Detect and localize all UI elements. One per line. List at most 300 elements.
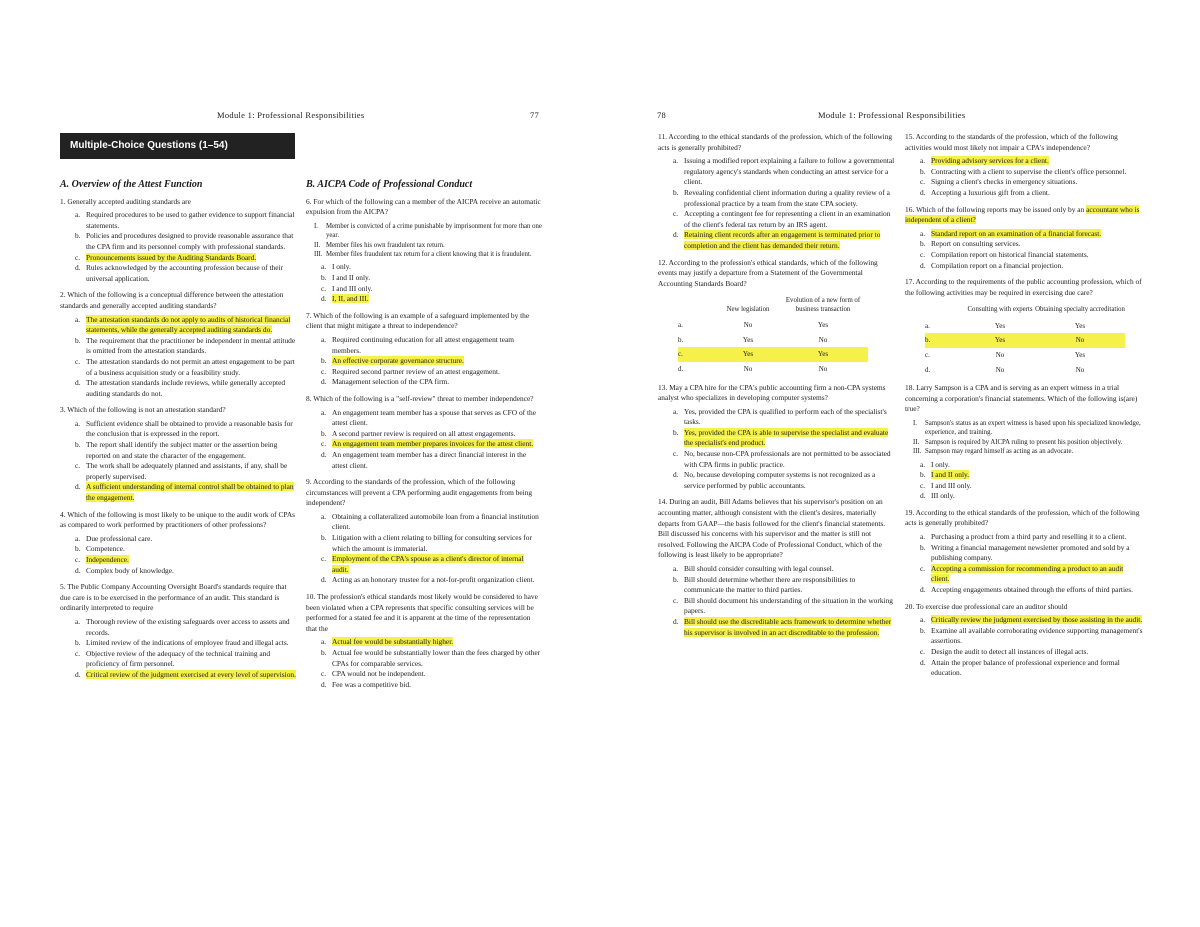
answer-option xyxy=(75,336,296,357)
option-letter: d. xyxy=(673,470,679,480)
question-stem: 10. The profession's ethical standards most likely would be considered to have been violated when a CPA represents that specific consulting services will be performed for a stated fee and it is apparent at the time of the representation that the xyxy=(306,592,538,633)
option-letter: b. xyxy=(321,356,327,366)
answer-option xyxy=(321,533,542,554)
option-letter: c. xyxy=(75,555,81,564)
question-stem: 6. For which of the following can a member of the AICPA receive an automatic expulsion from the AICPA? xyxy=(306,196,541,217)
answer-option xyxy=(321,575,542,586)
option-text: Bill should document his understanding of the situation in the working papers. xyxy=(684,595,893,616)
answer-option xyxy=(321,450,542,471)
option-text: A sufficient understanding of internal control shall be obtained to plan the engagement. xyxy=(86,482,294,503)
table-cell: b. xyxy=(678,335,684,344)
question-stem: 4. Which of the following is most likely to be unique to the audit work of CPAs as compared to work performed by practitioners of other professions? xyxy=(60,509,296,530)
option-letter: c. xyxy=(321,669,327,679)
option-letter: d. xyxy=(75,263,81,273)
option-letter: d. xyxy=(920,491,926,501)
option-text: Obtaining a collateralized automobile loan from a financial institution client. xyxy=(332,511,539,532)
option-text: Design the audit to detect all instances of illegal acts. xyxy=(931,647,1089,656)
answer-options xyxy=(75,617,296,681)
question-6 xyxy=(306,197,542,305)
answer-option xyxy=(321,335,542,356)
table-row xyxy=(678,362,868,377)
answer-option xyxy=(321,680,542,691)
answer-option xyxy=(920,250,1143,261)
roman-item xyxy=(314,241,542,250)
table-cell: b. xyxy=(925,333,965,348)
option-text: I and II only. xyxy=(332,273,371,282)
answer-option xyxy=(75,231,296,252)
answer-options xyxy=(321,262,542,304)
answer-option xyxy=(75,638,296,649)
answer-option xyxy=(321,669,542,680)
option-letter: d. xyxy=(321,679,327,689)
option-text: I, II, and III. xyxy=(332,294,369,304)
table-cell: c. xyxy=(678,347,718,362)
option-letter: c. xyxy=(321,366,327,376)
option-letter: a. xyxy=(75,210,81,220)
option-letter: b. xyxy=(920,239,926,249)
option-letter: b. xyxy=(75,544,81,554)
question-stem: 7. Which of the following is an example of a safeguard implemented by the client that might mitigate a threat to independence? xyxy=(306,310,530,331)
option-text: Actual fee would be substantially lower than the fees charged by other CPAs for comparable services. xyxy=(332,648,541,668)
table-cell: d. xyxy=(925,365,931,374)
option-letter: b. xyxy=(321,273,327,282)
answer-option xyxy=(673,156,896,188)
question-stem: 12. According to the profession's ethical standards, which of the following events may justify a departure from a Statement of the Governmental Accounting Standards Board? xyxy=(658,257,878,288)
question-stem: 20. To exercise due professional care an auditor should xyxy=(905,601,1068,611)
option-letter: b. xyxy=(673,187,679,197)
option-letter: d. xyxy=(75,378,81,388)
option-text: Independence. xyxy=(86,555,129,564)
answer-option xyxy=(75,378,296,399)
column-d xyxy=(905,132,1143,685)
roman-text: Member files his own fraudulent tax return. xyxy=(326,241,445,249)
question-16 xyxy=(905,205,1143,272)
answer-option xyxy=(920,470,1143,481)
option-text: Critical review of the judgment exercised at every level of supervision. xyxy=(86,669,296,679)
option-letter: b. xyxy=(75,335,81,345)
option-text: Required continuing education for all attest engagement team members. xyxy=(332,334,515,355)
answer-table xyxy=(925,304,1125,377)
question-17 xyxy=(905,277,1143,377)
option-letter: d. xyxy=(920,657,926,667)
answer-option xyxy=(920,229,1143,240)
option-letter: c. xyxy=(920,480,926,490)
option-letter: a. xyxy=(321,262,327,272)
option-text: Sufficient evidence shall be obtained to provide a reasonable basis for the conclusion that is expressed in the report. xyxy=(86,418,293,439)
question-stem: 11. According to the ethical standards of the profession, which of the following acts is generally prohibited? xyxy=(658,132,893,152)
option-letter: b. xyxy=(920,470,926,480)
table-header: Consulting with experts xyxy=(967,306,1033,314)
option-text: Acting as an honorary trustee for a not-for-profit organization client. xyxy=(332,575,535,585)
table-cell: Yes xyxy=(1074,350,1086,359)
option-text: I and III only. xyxy=(931,480,972,490)
answer-option xyxy=(673,188,896,209)
answer-option xyxy=(673,575,896,596)
option-text: Litigation with a client relating to billing for consulting services for which the amount is immaterial. xyxy=(332,533,532,553)
option-text: Complex body of knowledge. xyxy=(86,565,174,575)
answer-option xyxy=(673,428,896,449)
option-text: Objective review of the adequacy of the technical training and proficiency of firm personnel. xyxy=(86,648,271,669)
answer-options xyxy=(920,460,1143,502)
table-row xyxy=(925,363,1125,378)
question-12 xyxy=(658,258,896,377)
option-text: Policies and procedures designed to provide reasonable assurance that the CPA firm and its personnel comply with professional standards. xyxy=(86,231,294,251)
question-14 xyxy=(658,497,896,638)
roman-numeral: III. xyxy=(314,251,323,258)
table-cell: Yes xyxy=(742,335,754,344)
option-text: Report on consulting services. xyxy=(931,239,1021,249)
question-20 xyxy=(905,602,1143,679)
section-bar: Multiple-Choice Questions (1–54) xyxy=(60,133,295,159)
answer-options xyxy=(920,156,1143,198)
option-letter: d. xyxy=(920,260,926,270)
option-letter: c. xyxy=(321,554,327,564)
option-letter: c. xyxy=(920,563,926,573)
answer-option xyxy=(920,543,1143,564)
option-letter: c. xyxy=(920,249,926,259)
option-letter: c. xyxy=(75,461,81,471)
table-row xyxy=(925,319,1125,334)
option-letter: a. xyxy=(673,156,679,166)
roman-text: Sampson's status as an expert witness is based upon his specialized knowledge, experience, and training. xyxy=(925,419,1141,437)
answer-option xyxy=(321,554,542,575)
roman-item xyxy=(913,438,1143,447)
question-stem: 18. Larry Sampson is a CPA and is serving as an expert witness in a trial concerning a corporation's financial statements. Which of the following is(are) true? xyxy=(905,383,1138,414)
answer-option xyxy=(920,167,1143,178)
option-text: Fee was a competitive bid. xyxy=(332,679,412,689)
option-text: The requirement that the practitioner be independent in mental attitude is omitted from the attestation standards. xyxy=(86,335,296,356)
answer-option xyxy=(321,429,542,440)
roman-numeral: I. xyxy=(913,419,917,427)
question-stem: 13. May a CPA hire for the CPA's public accounting firm a non-CPA systems analyst who specializes in developing computer systems? xyxy=(658,382,886,403)
option-text: Critically review the judgment exercised by those assisting in the audit. xyxy=(931,615,1143,625)
table-cell: Yes xyxy=(778,347,868,362)
option-text: I only. xyxy=(332,262,351,272)
option-text: Purchasing a product from a third party and reselling it to a client. xyxy=(931,532,1127,542)
option-letter: c. xyxy=(920,177,926,187)
answer-option xyxy=(321,408,542,429)
option-letter: b. xyxy=(673,427,679,437)
answer-options xyxy=(321,335,542,388)
roman-item xyxy=(913,419,1143,438)
question xyxy=(60,582,296,680)
option-text: An effective corporate governance structure. xyxy=(332,356,464,366)
option-text: The attestation standards do not permit an attest engagement to be part of a business acquisition study or a feasibility study. xyxy=(86,356,295,377)
table-row xyxy=(678,333,868,348)
column-a xyxy=(60,180,296,687)
right-page xyxy=(600,0,1200,927)
answer-option xyxy=(673,449,896,470)
answer-option xyxy=(673,209,896,230)
option-text: An engagement team member has a direct financial interest in the attest client. xyxy=(332,449,527,470)
answer-options xyxy=(673,407,896,492)
question-stem: 8. Which of the following is a "self-review" threat to member independence? xyxy=(306,393,534,403)
option-text: I and III only. xyxy=(332,283,373,293)
answer-option xyxy=(321,284,542,295)
option-letter: d. xyxy=(673,230,679,240)
option-letter: a. xyxy=(673,406,679,416)
option-text: Accepting a commission for recommending a product to an audit client. xyxy=(931,563,1124,584)
option-text: Rules acknowledged by the accounting profession because of their universal application. xyxy=(86,263,284,283)
question-stem: 16. Which of the following reports may be issued only by an accountant who is independent of a client? xyxy=(905,204,1140,225)
option-letter: b. xyxy=(321,428,327,438)
option-letter: a. xyxy=(920,532,926,542)
answer-option xyxy=(321,439,542,450)
question xyxy=(60,510,296,577)
option-letter: b. xyxy=(321,533,327,543)
option-letter: c. xyxy=(321,283,327,293)
answer-option xyxy=(75,315,296,336)
answer-option xyxy=(920,532,1143,543)
table-header: New legislation xyxy=(726,305,770,313)
option-letter: a. xyxy=(920,459,926,469)
roman-numeral: II. xyxy=(314,241,321,249)
answer-option xyxy=(673,470,896,491)
question xyxy=(60,197,296,285)
page-number: 77 xyxy=(530,110,540,120)
option-letter: d. xyxy=(75,565,81,575)
option-text: Revealing confidential client information during a quality review of a professional practice by a team from the state CPA society. xyxy=(684,187,890,208)
option-text: Yes, provided the CPA is qualified to perform each of the specialist's tasks. xyxy=(684,406,887,427)
table-row xyxy=(925,348,1125,363)
option-letter: c. xyxy=(673,595,679,605)
option-text: Actual fee would be substantially higher. xyxy=(332,637,454,647)
answer-option xyxy=(920,188,1143,199)
table-cell: a. xyxy=(925,321,930,330)
answer-option xyxy=(321,637,542,648)
option-text: Required procedures to be used to gather evidence to support financial statements. xyxy=(86,210,295,230)
answer-table xyxy=(678,295,868,376)
roman-numeral: III. xyxy=(913,448,922,456)
option-letter: d. xyxy=(920,187,926,197)
option-text: Examine all available corroborating evidence supporting management's assertions. xyxy=(931,625,1143,646)
answer-option xyxy=(75,253,296,264)
answer-option xyxy=(920,156,1143,167)
section-heading: B. AICPA Code of Professional Conduct xyxy=(306,179,473,190)
question-stem: 3. Which of the following is not an attestation standard? xyxy=(60,405,226,415)
table-cell: No xyxy=(1035,333,1125,348)
answer-option xyxy=(75,440,296,461)
answer-option xyxy=(920,564,1143,585)
option-letter: d. xyxy=(321,575,327,585)
option-text: An engagement team member has a spouse that serves as CFO of the attest client. xyxy=(332,407,537,428)
question xyxy=(306,477,542,586)
option-text: An engagement team member prepares invoices for the attest client. xyxy=(332,439,534,449)
option-text: Due professional care. xyxy=(86,533,153,543)
answer-option xyxy=(673,230,896,251)
table-cell: a. xyxy=(678,321,683,330)
answer-option xyxy=(920,585,1143,596)
option-text: Required second partner review of an attest engagement. xyxy=(332,366,500,376)
option-text: No, because developing computer systems is not recognized as a service performed by public accountants. xyxy=(684,470,876,490)
table-row xyxy=(678,318,868,333)
table-header: Obtaining specialty accreditation xyxy=(1035,306,1125,314)
question-stem: 5. The Public Company Accounting Oversight Board's standards require that due care is to be exercised in the performance of an audit. This standard is ordinarily interpreted to require xyxy=(60,582,287,613)
option-letter: d. xyxy=(920,585,926,595)
answer-option xyxy=(75,482,296,503)
option-text: Thorough review of the existing safeguards over access to assets and records. xyxy=(86,616,290,637)
option-letter: d. xyxy=(321,294,327,304)
roman-item xyxy=(314,222,542,241)
option-letter: a. xyxy=(920,156,926,166)
question-stem: 14. During an audit, Bill Adams believes that his supervisor's position on an accounting matter, although consistent with the client's desires, materially departs from GAAP—the basis followed for the client's financial statements. Bill discussed his concerns with his supervisor and the matter is still not resolved. Following the AICPA Code of Professional Conduct, which of the following is least likely to be appropriate? xyxy=(658,497,886,560)
question xyxy=(306,311,542,388)
answer-option xyxy=(75,670,296,681)
option-text: Signing a client's checks in emergency situations. xyxy=(931,177,1078,187)
roman-numeral: II. xyxy=(913,438,920,446)
option-text: No, because non-CPA professionals are not permitted to be associated with CPA firms in public practice. xyxy=(684,449,891,469)
answer-options xyxy=(75,419,296,504)
option-letter: c. xyxy=(75,356,81,366)
option-letter: b. xyxy=(920,625,926,635)
option-text: Retaining client records after an engagement is terminated prior to completion and the client has demanded their return. xyxy=(684,230,881,250)
option-letter: c. xyxy=(321,439,327,449)
answer-option xyxy=(673,564,896,575)
answer-option xyxy=(321,356,542,367)
answer-option xyxy=(75,263,296,284)
option-letter: c. xyxy=(75,648,81,658)
option-text: I only. xyxy=(931,459,950,469)
answer-option xyxy=(920,239,1143,250)
option-letter: d. xyxy=(673,616,679,626)
answer-option xyxy=(321,273,542,284)
running-header: Module 1: Professional Responsibilities xyxy=(217,110,365,120)
table-cell: d. xyxy=(678,364,684,373)
answer-option xyxy=(920,481,1143,492)
highlight: accountant who is independent of a client? xyxy=(905,204,1140,225)
option-letter: d. xyxy=(321,449,327,459)
table-cell: c. xyxy=(925,350,930,359)
table-row xyxy=(925,333,1125,348)
table-cell: No xyxy=(743,364,753,373)
option-text: A second partner review is required on all attest engagements. xyxy=(332,428,516,438)
option-letter: b. xyxy=(75,440,81,450)
roman-text: Sampson is required by AICPA ruling to present his position objectively. xyxy=(925,438,1123,446)
option-text: Bill should determine whether there are responsibilities to communicate the matter to third parties. xyxy=(684,574,856,595)
roman-item xyxy=(913,447,1143,456)
answer-options xyxy=(321,637,542,690)
question xyxy=(306,394,542,471)
option-text: Writing a financial management newsletter promoted and sold by a publishing company. xyxy=(931,542,1130,563)
answer-option xyxy=(673,407,896,428)
table-cell: No xyxy=(818,335,828,344)
option-text: III only. xyxy=(931,491,955,501)
answer-option xyxy=(75,649,296,670)
table-cell: Yes xyxy=(817,321,829,330)
answer-option xyxy=(920,177,1143,188)
option-text: Providing advisory services for a client. xyxy=(931,156,1049,166)
answer-option xyxy=(75,461,296,482)
table-cell: No xyxy=(743,321,753,330)
answer-options xyxy=(75,210,296,284)
option-text: Issuing a modified report explaining a failure to follow a governmental regulatory agency's standards when conducting an attest service for a client. xyxy=(684,156,895,187)
answer-options xyxy=(321,512,542,586)
answer-option xyxy=(75,210,296,231)
option-letter: a. xyxy=(920,615,926,625)
question-stem: 2. Which of the following is a conceptual difference between the attestation standards and generally accepted auditing standards? xyxy=(60,290,284,310)
answer-option xyxy=(75,555,296,566)
option-letter: a. xyxy=(321,334,327,344)
option-letter: c. xyxy=(673,209,679,219)
option-text: Attain the proper balance of professional experience and formal education. xyxy=(931,657,1120,678)
answer-option xyxy=(75,419,296,440)
question-stem: 9. According to the standards of the profession, which of the following circumstances will prevent a CPA performing audit engagements from being independent? xyxy=(306,477,533,508)
answer-option xyxy=(321,367,542,378)
option-text: The work shall be adequately planned and assistants, if any, shall be properly supervised. xyxy=(86,461,288,481)
roman-list xyxy=(314,222,542,260)
table-cell: No xyxy=(1075,365,1085,374)
column-c xyxy=(658,132,896,644)
option-letter: a. xyxy=(75,616,81,626)
option-text: Yes, provided the CPA is able to supervise the specialist and evaluate the specialist's end product. xyxy=(684,427,889,448)
option-text: The attestation standards include reviews, while generally accepted auditing standards do not. xyxy=(86,378,286,398)
answer-option xyxy=(920,460,1143,471)
table-row xyxy=(678,347,868,362)
option-text: I and II only. xyxy=(931,470,970,480)
running-header: Module 1: Professional Responsibilities xyxy=(818,110,966,120)
option-letter: b. xyxy=(920,542,926,552)
option-text: Management selection of the CPA firm. xyxy=(332,377,450,387)
option-letter: a. xyxy=(75,314,81,324)
answer-option xyxy=(75,534,296,545)
question-stem: 17. According to the requirements of the public accounting profession, which of the following activities may be required in exercising due care? xyxy=(905,277,1142,297)
option-text: Accepting engagements obtained through the efforts of third parties. xyxy=(931,585,1134,595)
option-text: Bill should use the discreditable acts framework to determine whether his supervisor is involved in an act discreditable to the profession. xyxy=(684,616,892,637)
question-18 xyxy=(905,383,1143,502)
page-number: 78 xyxy=(657,110,667,120)
option-letter: a. xyxy=(321,407,327,417)
option-text: Standard report on an examination of a financial forecast. xyxy=(931,228,1102,238)
option-letter: c. xyxy=(673,449,679,459)
section-heading: A. Overview of the Attest Function xyxy=(60,179,203,190)
roman-text: Member files fraudulent tax return for a client knowing that it is fraudulent. xyxy=(326,251,532,258)
option-letter: a. xyxy=(321,511,327,521)
answer-option xyxy=(920,261,1143,272)
option-letter: b. xyxy=(673,574,679,584)
option-text: Limited review of the indications of employee fraud and illegal acts. xyxy=(86,638,289,648)
answer-option xyxy=(321,294,542,305)
answer-options xyxy=(673,564,896,638)
question xyxy=(306,592,542,690)
option-text: Accepting a contingent fee for representing a client in an examination of the client's federal tax return by an IRS agent. xyxy=(684,209,891,229)
answer-option xyxy=(920,491,1143,502)
option-text: Bill should consider consulting with legal counsel. xyxy=(684,564,834,573)
option-text: Contracting with a client to supervise the client's office personnel. xyxy=(931,166,1127,176)
roman-text: Member is convicted of a crime punishable by imprisonment for more than one year. xyxy=(326,222,542,240)
roman-item xyxy=(314,250,542,259)
table-cell: Yes xyxy=(994,321,1006,330)
option-text: CPA would not be independent. xyxy=(332,669,426,679)
answer-options xyxy=(75,315,296,400)
question-13 xyxy=(658,383,896,492)
question-15 xyxy=(905,132,1143,199)
answer-options xyxy=(321,408,542,472)
answer-option xyxy=(75,544,296,555)
table-cell: No xyxy=(995,365,1005,374)
question-stem: 15. According to the standards of the profession, which of the following activities would most likely not impair a CPA's independence? xyxy=(905,132,1118,152)
option-text: Pronouncements issued by the Auditing Standards Board. xyxy=(86,252,257,262)
option-letter: b. xyxy=(321,648,327,657)
option-letter: a. xyxy=(920,228,926,238)
table-cell: Yes xyxy=(1074,321,1086,330)
answer-option xyxy=(920,615,1143,626)
answer-option xyxy=(920,658,1143,679)
table-cell: Yes xyxy=(965,333,1035,348)
roman-list xyxy=(913,419,1143,457)
answer-option xyxy=(673,596,896,617)
question xyxy=(60,290,296,399)
answer-options xyxy=(920,532,1143,596)
